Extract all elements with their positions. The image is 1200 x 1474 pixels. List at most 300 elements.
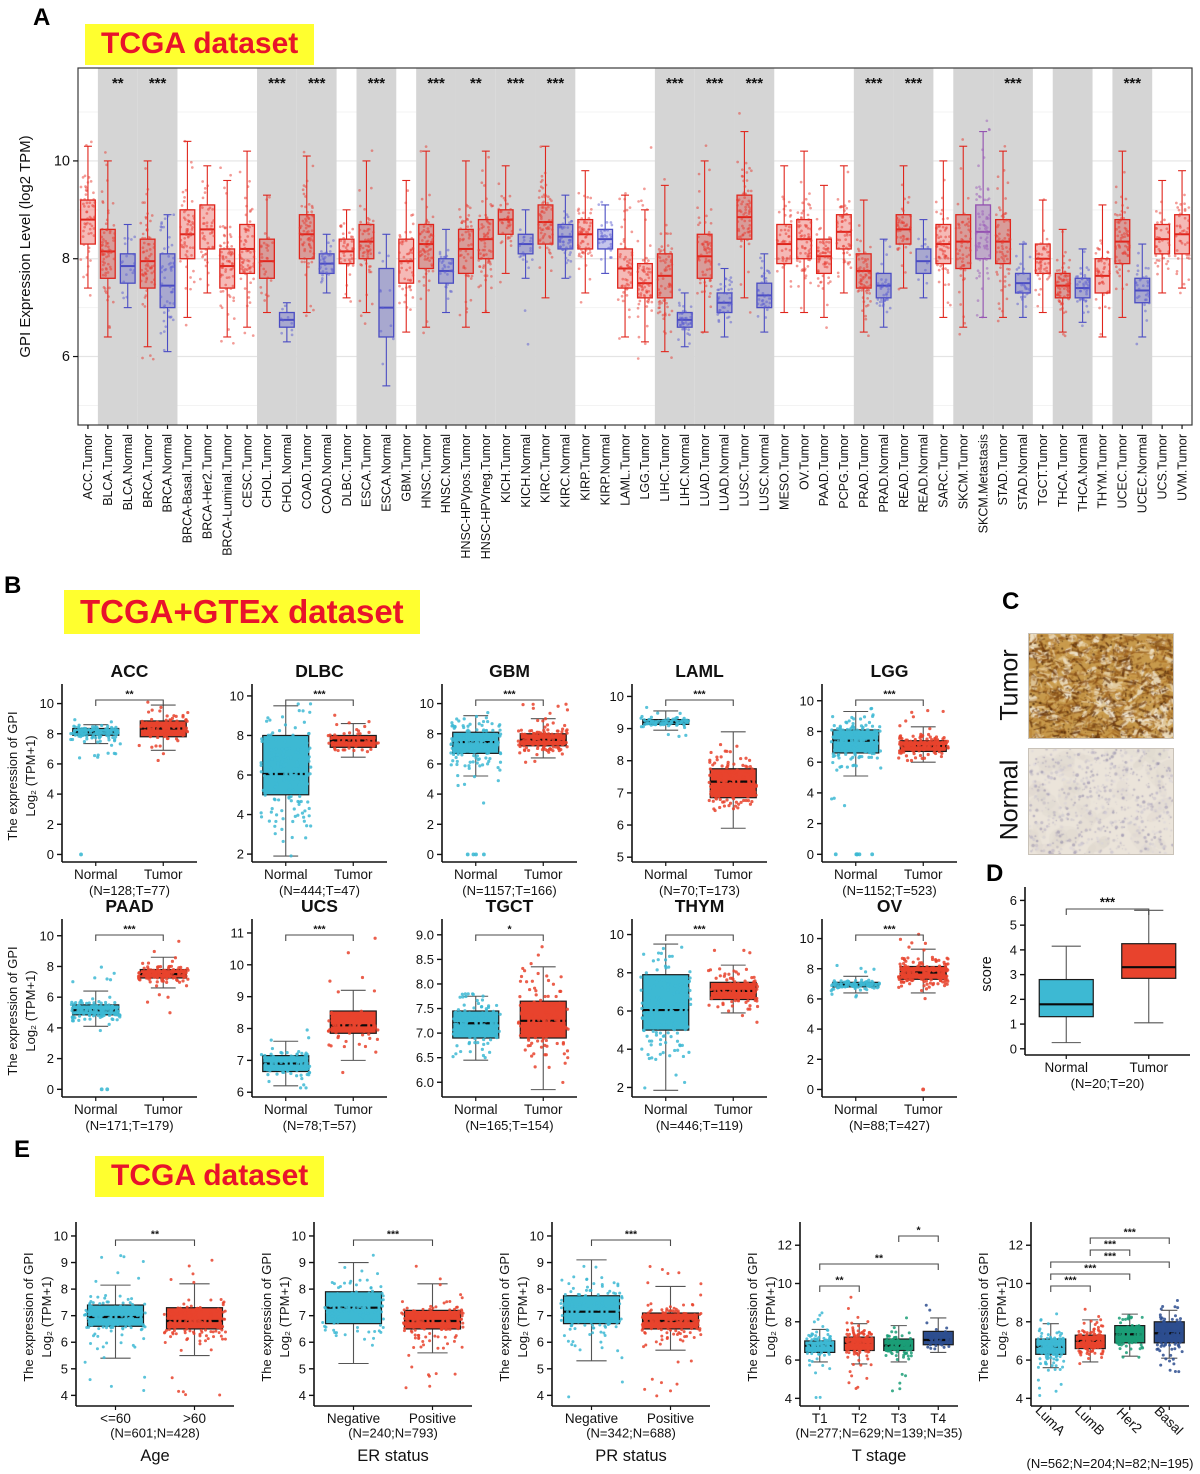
y-tick-label: 4 xyxy=(806,785,814,801)
x-category-label: Negative xyxy=(564,1411,619,1426)
x-category-label: GBM.Tumor xyxy=(399,434,414,502)
x-category-label: OV.Tumor xyxy=(797,434,812,491)
y-tick-label: 9 xyxy=(298,1255,306,1271)
y-axis-label-line2: Log₂ (TPM+1) xyxy=(23,970,38,1052)
significance-bracket xyxy=(666,700,734,706)
significance-bracket xyxy=(899,1236,939,1242)
y-tick-label: 7 xyxy=(236,1052,244,1068)
y-tick-label: 6 xyxy=(236,767,244,783)
box-group-Negative xyxy=(321,1254,385,1364)
x-category-label: BRCA.Tumor xyxy=(140,434,155,508)
x-category-label: BRCA-Basal.Tumor xyxy=(180,434,195,544)
significance-stars: *** xyxy=(904,75,923,92)
sample-size-caption: (N=165;T=154) xyxy=(465,1118,554,1133)
significance-bracket xyxy=(856,700,924,706)
chart-title: ACC xyxy=(110,661,149,681)
box-group-MESO.Tumor xyxy=(776,166,793,313)
y-tick-label: 6 xyxy=(426,756,434,772)
x-category-label: Tumor xyxy=(1129,1060,1169,1075)
x-category-label: T1 xyxy=(811,1411,828,1426)
x-category-label: ESCA.Tumor xyxy=(359,434,374,508)
x-category-label: UCEC.Normal xyxy=(1135,434,1150,514)
x-category-label: READ.Normal xyxy=(916,434,931,513)
significance-stars: *** xyxy=(745,75,764,92)
x-category-label: Tumor xyxy=(903,1102,943,1117)
sample-size-caption: (N=277;N=629;N=139;N=35) xyxy=(795,1425,963,1441)
y-tick-label: 8 xyxy=(46,726,54,742)
box-group-OV.Tumor xyxy=(796,151,813,312)
box-group-Normal xyxy=(69,718,122,856)
x-category-label: SARC.Tumor xyxy=(936,434,951,508)
y-tick-label: 6 xyxy=(616,817,624,833)
x-category-label: Normal xyxy=(833,867,878,882)
x-category-label: LumA xyxy=(1032,1402,1069,1439)
y-tick-label: 4 xyxy=(426,786,434,802)
chart-title: GBM xyxy=(489,661,530,681)
x-category-label: Normal xyxy=(73,867,118,882)
significance-bracket xyxy=(1051,1274,1130,1280)
significance-stars: *** xyxy=(313,923,326,936)
box-group-Tumor xyxy=(897,709,950,762)
x-category-label: UVM.Tumor xyxy=(1175,434,1190,501)
chart-ov xyxy=(764,893,964,1148)
sample-size-caption: (N=70;T=173) xyxy=(659,883,740,898)
x-category-label: Normal xyxy=(833,1102,878,1117)
x-category-label: COAD.Normal xyxy=(319,434,334,514)
x-category-label: Tumor xyxy=(523,867,563,882)
y-tick-label: 10 xyxy=(229,957,244,973)
x-category-label: LUAD.Normal xyxy=(717,434,732,512)
box-group-Normal xyxy=(639,944,692,1090)
chart-pam50 xyxy=(975,1210,1200,1474)
x-category-label: Tumor xyxy=(713,867,753,882)
box-group-Tumor xyxy=(138,701,190,762)
x-category-label: KIRP.Normal xyxy=(598,434,613,506)
y-tick-label: 2 xyxy=(426,816,434,832)
box-group-BRCA-Luminal.Tumor xyxy=(219,166,236,344)
x-category-label: KIRP.Tumor xyxy=(578,434,593,501)
significance-bracket xyxy=(476,935,544,941)
y-tick-label: 8 xyxy=(236,1021,244,1037)
sample-size-caption: (N=444;T=47) xyxy=(279,883,360,898)
y-axis-label-line2: Log₂ (TPM+1) xyxy=(515,1276,530,1358)
sample-size-caption: (N=601;N=428) xyxy=(110,1425,200,1441)
significance-bracket xyxy=(116,1240,195,1246)
chart-title: THYM xyxy=(674,896,725,916)
x-category-label: KIRC.Tumor xyxy=(538,434,553,503)
box-group-<=60 xyxy=(83,1254,147,1392)
x-category-label: READ.Tumor xyxy=(896,434,911,508)
y-axis-label-line2: Log₂ (TPM+1) xyxy=(39,1276,54,1358)
y-tick-label: 10 xyxy=(777,1276,792,1292)
x-category-label: Tumor xyxy=(143,1102,183,1117)
sample-size-caption: (N=446;T=119) xyxy=(655,1118,744,1133)
y-tick-label: 2 xyxy=(46,1051,54,1067)
significance-bracket xyxy=(1051,1262,1170,1268)
y-tick-label: 5 xyxy=(60,1361,68,1377)
x-category-label: UCS.Tumor xyxy=(1155,434,1170,500)
significance-stars: ** xyxy=(111,75,124,92)
significance-stars: * xyxy=(507,923,512,936)
panel-a-label: A xyxy=(33,4,51,31)
y-tick-label: 6 xyxy=(784,1352,792,1368)
y-tick-label: 8 xyxy=(1015,1314,1023,1330)
box-group-CESC.Tumor xyxy=(239,151,256,337)
significance-stars: *** xyxy=(1123,75,1142,92)
x-category-label: HNSC.Tumor xyxy=(419,434,434,509)
box-group-Her2 xyxy=(1115,1314,1145,1359)
x-category-label: KIRC.Normal xyxy=(558,434,573,508)
x-category-label: CHOL.Normal xyxy=(280,434,295,513)
y-tick-label: 6 xyxy=(298,1334,306,1350)
box-group-Negative xyxy=(559,1260,623,1398)
x-category-label: Positive xyxy=(646,1411,695,1426)
significance-stars: *** xyxy=(268,75,286,92)
x-category-label: SKCM.Tumor xyxy=(956,434,971,510)
y-tick-label: 7 xyxy=(60,1308,68,1324)
plot-GBM xyxy=(420,661,577,898)
panel-b-title: TCGA+GTEx dataset xyxy=(64,590,420,634)
y-tick-label: 10 xyxy=(609,688,624,704)
panel-e-label: E xyxy=(14,1136,31,1163)
x-category-label: Negative xyxy=(326,1411,381,1426)
box-group-Tumor xyxy=(517,703,569,764)
chart-age xyxy=(20,1210,255,1474)
y-tick-label: 0 xyxy=(426,846,434,862)
x-category-label: Positive xyxy=(408,1411,457,1426)
y-tick-label: 5 xyxy=(616,849,624,865)
y-tick-label: 4 xyxy=(60,1387,68,1403)
chart-title: LGG xyxy=(870,661,909,681)
significance-stars: *** xyxy=(1084,1262,1097,1275)
y-axis-label-line1: The expression of GPI xyxy=(5,946,20,1076)
box-group-KIRP.Tumor xyxy=(577,171,593,304)
significance-stars: *** xyxy=(546,75,565,92)
y-tick-label: 0 xyxy=(1009,1041,1017,1057)
plot-AGE xyxy=(21,1222,234,1465)
box-group-Normal xyxy=(830,707,882,856)
ihc-tumor-caption: Tumor xyxy=(995,649,1024,721)
x-category-label: STAD.Normal xyxy=(1016,434,1031,511)
x-category-label: THYM.Tumor xyxy=(1095,434,1110,509)
x-category-label: HNSC-HPVpos.Tumor xyxy=(459,434,474,559)
y-tick-label: 1 xyxy=(1009,1016,1017,1032)
y-tick-label: 7.5 xyxy=(415,1001,434,1017)
y-tick-label: 8 xyxy=(616,753,624,769)
x-category-label: HNSC-HPVneg.Tumor xyxy=(479,433,494,560)
y-tick-label: 6 xyxy=(536,1334,544,1350)
significance-bracket xyxy=(1051,1286,1091,1292)
significance-bracket xyxy=(820,1264,939,1270)
ihc-normal-caption: Normal xyxy=(995,759,1024,841)
y-tick-label: 0 xyxy=(806,1081,814,1097)
x-category-label: Tumor xyxy=(903,867,943,882)
box-group-Tumor xyxy=(708,732,758,828)
y-tick-label: 8 xyxy=(806,723,814,739)
x-category-label: T2 xyxy=(851,1411,868,1426)
y-tick-label: 6 xyxy=(806,991,814,1007)
y-tick-label: 6 xyxy=(46,756,54,772)
y-tick-label: 9 xyxy=(536,1255,544,1271)
box-group-Tumor xyxy=(327,714,380,758)
plot-ACC xyxy=(5,661,197,898)
y-tick-label: 10 xyxy=(799,931,814,947)
chart-gbm xyxy=(384,658,584,913)
x-category-label: Normal xyxy=(263,1102,308,1117)
x-category-label: TGCT.Tumor xyxy=(1036,434,1051,506)
significance-bracket xyxy=(856,935,924,941)
y-tick-label: 4 xyxy=(806,1021,814,1037)
box-group-Tumor xyxy=(327,937,380,1074)
significance-bracket xyxy=(666,935,734,941)
significance-stars: ** xyxy=(470,75,482,92)
chart-title: UCS xyxy=(301,896,338,916)
y-tick-label: 8 xyxy=(298,1281,306,1297)
significance-bracket xyxy=(354,1240,433,1246)
y-tick-label: 6.0 xyxy=(415,1074,434,1090)
box-group-T3 xyxy=(884,1316,914,1392)
y-tick-label: 4 xyxy=(616,1041,624,1057)
y-tick-label: 7 xyxy=(298,1308,306,1324)
panel-b-label: B xyxy=(4,572,22,599)
significance-stars: *** xyxy=(427,75,445,92)
x-category-label: PAAD.Tumor xyxy=(817,434,832,507)
box-group-THYM.Tumor xyxy=(1095,205,1111,337)
y-tick-label: 6 xyxy=(806,754,814,770)
x-category-label: Normal xyxy=(263,867,308,882)
box-group-Tumor xyxy=(1122,910,1176,1023)
sample-size-caption: (N=1157;T=166) xyxy=(462,883,557,898)
x-category-label: >60 xyxy=(183,1411,206,1426)
ihc-normal-image xyxy=(1028,748,1174,855)
x-category-label: COAD.Tumor xyxy=(299,434,314,510)
box-group-T4 xyxy=(923,1304,953,1353)
x-category-label: Basal xyxy=(1151,1403,1187,1438)
chart-dlbc xyxy=(194,658,394,913)
x-category-label: KICH.Tumor xyxy=(498,434,513,503)
y-tick-label: 2 xyxy=(1009,991,1017,1007)
plot-OV xyxy=(800,896,957,1133)
x-category-label: PRAD.Tumor xyxy=(856,434,871,508)
y-tick-label: 4 xyxy=(1015,1390,1023,1406)
significance-stars: ** xyxy=(125,688,134,701)
x-category-label: T3 xyxy=(890,1411,907,1426)
box-group-T1 xyxy=(805,1311,835,1399)
box-group-KIRP.Normal xyxy=(597,201,613,274)
y-tick-label: 8 xyxy=(784,1314,792,1330)
y-tick-label: 4 xyxy=(536,1387,544,1403)
y-tick-label: 10 xyxy=(799,693,814,709)
significance-stars: *** xyxy=(367,75,386,92)
y-tick-label: 8 xyxy=(616,965,624,981)
chart-laml xyxy=(574,658,774,913)
box-group-GBM.Tumor xyxy=(398,180,414,332)
significance-bracket xyxy=(286,935,354,941)
y-tick-label: 0 xyxy=(46,1081,54,1097)
y-axis-label-line1: The expression of GPI xyxy=(497,1252,512,1382)
box-group-LumB xyxy=(1075,1308,1105,1365)
plot-DLBC xyxy=(230,661,387,898)
significance-stars: *** xyxy=(123,923,136,936)
y-axis-label: GPI Expression Level (log2 TPM) xyxy=(17,135,34,358)
significance-bracket xyxy=(592,1240,671,1246)
y-tick-label: 12 xyxy=(777,1237,792,1253)
panel-a-chart xyxy=(0,60,1200,585)
y-tick-label: 6 xyxy=(61,349,70,366)
plot-LAML xyxy=(610,661,767,898)
x-category-label: <=60 xyxy=(100,1411,131,1426)
y-axis-label-line2: Log₂ (TPM+1) xyxy=(994,1276,1009,1358)
y-axis-label-line1: The expression of GPI xyxy=(5,711,20,841)
x-category-label: Her2 xyxy=(1113,1404,1145,1437)
x-category-label: CESC.Tumor xyxy=(240,434,255,508)
significance-stars: *** xyxy=(624,1228,638,1241)
x-category-label: PCPG.Tumor xyxy=(837,434,852,509)
y-tick-label: 2 xyxy=(46,816,54,832)
significance-stars: ** xyxy=(835,1274,844,1287)
y-tick-label: 8 xyxy=(806,961,814,977)
y-tick-label: 6 xyxy=(236,1084,244,1100)
x-category-label: BRCA-Her2.Tumor xyxy=(200,434,215,540)
x-category-label: STAD.Tumor xyxy=(996,433,1011,506)
x-category-label: LumB xyxy=(1071,1402,1108,1439)
box-group-Normal xyxy=(260,702,313,857)
y-tick-label: 4 xyxy=(46,1020,54,1036)
x-category-label: LGG.Tumor xyxy=(638,434,653,500)
x-category-label: UCEC.Tumor xyxy=(1115,434,1130,509)
chart-title: PAAD xyxy=(105,896,154,916)
x-axis-label: ER status xyxy=(357,1447,429,1465)
y-tick-label: 3 xyxy=(1009,967,1017,983)
significance-stars: *** xyxy=(386,1228,400,1241)
significance-stars: *** xyxy=(864,75,883,92)
y-axis-label: score xyxy=(979,956,995,992)
box-group-Normal xyxy=(639,706,690,738)
y-tick-label: 10 xyxy=(609,927,624,943)
box-group-Normal xyxy=(449,711,502,856)
y-tick-label: 9 xyxy=(236,989,244,1005)
y-tick-label: 6 xyxy=(60,1334,68,1350)
y-tick-label: 6 xyxy=(1009,892,1017,908)
y-tick-label: 10 xyxy=(529,1228,544,1244)
y-tick-label: 8.0 xyxy=(415,976,434,992)
y-tick-label: 10 xyxy=(291,1228,306,1244)
y-axis-label-line1: The expression of GPI xyxy=(21,1252,36,1382)
y-axis-label-line2: Log₂ (TPM+1) xyxy=(763,1276,778,1358)
chart-title: OV xyxy=(876,896,903,916)
box-group->60 xyxy=(163,1259,227,1397)
x-category-label: BRCA-Luminal.Tumor xyxy=(220,434,235,556)
significance-stars: ** xyxy=(150,1228,160,1241)
x-category-label: THCA.Tumor xyxy=(1055,434,1070,508)
sample-size-caption: (N=128;T=77) xyxy=(89,883,170,898)
sample-size-caption: (N=78;T=57) xyxy=(282,1118,357,1133)
y-tick-label: 11 xyxy=(230,925,244,941)
x-axis-label: Age xyxy=(140,1447,170,1465)
significance-stars: *** xyxy=(1004,75,1022,92)
box-group-Normal xyxy=(830,964,881,999)
box-group-LGG.Tumor xyxy=(636,146,653,360)
x-category-label: Tumor xyxy=(333,867,373,882)
chart-tgct xyxy=(384,893,584,1148)
significance-stars: *** xyxy=(1103,1250,1117,1263)
y-tick-label: 7 xyxy=(536,1308,544,1324)
y-tick-label: 4 xyxy=(298,1387,306,1403)
plot-A xyxy=(17,68,1192,559)
plot-PAAD xyxy=(5,896,197,1133)
significance-stars: *** xyxy=(1103,1238,1117,1251)
x-category-label: KICH.Normal xyxy=(518,434,533,508)
y-tick-label: 10 xyxy=(53,1228,68,1244)
x-category-label: Normal xyxy=(453,867,498,882)
panel-d-label: D xyxy=(986,860,1004,887)
sample-size-caption: (N=20;T=20) xyxy=(1070,1076,1145,1091)
y-tick-label: 2 xyxy=(236,846,244,862)
significance-bracket xyxy=(96,935,164,941)
y-tick-label: 5 xyxy=(536,1361,544,1377)
chart-paad xyxy=(4,893,204,1148)
y-tick-label: 4 xyxy=(1009,942,1017,958)
x-category-label: Normal xyxy=(453,1102,498,1117)
significance-stars: *** xyxy=(313,688,326,701)
x-category-label: LIHC.Normal xyxy=(677,434,692,507)
panel-a-title: TCGA dataset xyxy=(85,24,314,65)
significance-stars: *** xyxy=(693,923,706,936)
y-tick-label: 5 xyxy=(1009,917,1017,933)
y-tick-label: 7.0 xyxy=(415,1025,434,1041)
y-axis-label-line1: The expression of GPI xyxy=(745,1252,760,1382)
y-tick-label: 10 xyxy=(229,688,244,704)
y-axis-label-line2: Log₂ (TPM+1) xyxy=(23,735,38,817)
y-tick-label: 8 xyxy=(536,1281,544,1297)
y-tick-label: 8 xyxy=(60,1281,68,1297)
x-category-label: Tumor xyxy=(713,1102,753,1117)
chart-title: TGCT xyxy=(485,896,534,916)
significance-bracket xyxy=(820,1286,860,1292)
sample-size-caption: (N=562;N=204;N=82;N=195) xyxy=(1026,1456,1194,1471)
box-group-TGCT.Tumor xyxy=(1034,198,1051,312)
chart-thym xyxy=(574,893,774,1148)
x-category-label: Tumor xyxy=(143,867,183,882)
y-tick-label: 6.5 xyxy=(415,1050,434,1066)
chart-ucs xyxy=(194,893,394,1148)
y-tick-label: 8 xyxy=(236,727,244,743)
x-category-label: ESCA.Normal xyxy=(379,434,394,512)
box-group-Basal xyxy=(1154,1299,1184,1373)
chart-er xyxy=(258,1210,493,1474)
x-category-label: LUAD.Tumor xyxy=(697,434,712,507)
y-tick-label: 0 xyxy=(806,846,814,862)
panel-c-label: C xyxy=(1002,588,1020,615)
significance-stars: *** xyxy=(666,75,684,92)
plot-THYM xyxy=(610,896,767,1133)
significance-stars: *** xyxy=(148,75,167,92)
box-group-UCS.Tumor xyxy=(1154,180,1171,292)
x-category-label: MESO.Tumor xyxy=(777,434,792,510)
box-group-PCPG.Tumor xyxy=(836,166,853,293)
x-category-label: Tumor xyxy=(523,1102,563,1117)
significance-stars: * xyxy=(916,1224,921,1237)
box-group-ACC.Tumor xyxy=(79,140,96,296)
y-tick-label: 9.0 xyxy=(415,927,434,943)
box-group-Normal xyxy=(70,966,122,1092)
sample-size-caption: (N=1152;T=523) xyxy=(842,883,937,898)
y-tick-label: 6 xyxy=(1015,1352,1023,1368)
x-axis-label: PR status xyxy=(595,1447,667,1465)
ihc-tumor-image xyxy=(1028,633,1174,739)
significance-stars: *** xyxy=(307,75,326,92)
x-category-label: CHOL.Tumor xyxy=(260,434,275,508)
